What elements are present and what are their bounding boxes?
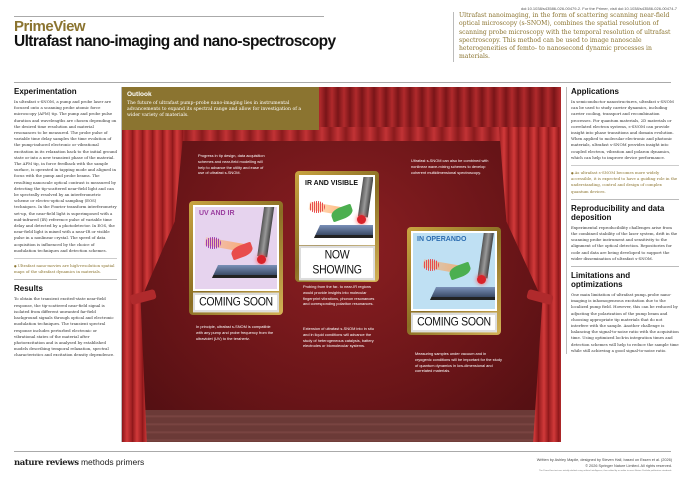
divider: [571, 199, 679, 200]
afm-tip-icon: [358, 175, 374, 217]
poster-art: [193, 205, 279, 291]
poster-status: NOW SHOWING: [299, 246, 375, 281]
poster-label: UV AND IR: [199, 210, 235, 217]
applications-callout: ● As ultrafast s-SNOM becomes more widely accessible, it is expected to have a guiding role in the understanding, control and design of complex quantum devices.: [571, 165, 679, 195]
applications-body: In semiconductor nanostructures, ultrafast s-SNOM can be used to study carrier dynamics, including carrier cooling, transport and recombination processes. For quantum materials, 2D materials or correlated electron systems, s-SNOM can provide insight into phase transitions and domain evolution. When applied to molecular electronic and photonic materials, ultrafast s-SNOM provides insight into coupled electron, vibration and polaron dynamics, which can help to improve device performance.: [571, 99, 674, 160]
section-divider: [14, 82, 671, 83]
nonlinear-text: Ultrafast s-SNOM can also be combined with nonlinear wave-mixing schemes to develop coherent multidimensional spectroscopy.: [411, 158, 489, 175]
limitations-heading: Limitations and optimizations: [571, 271, 631, 290]
poster-label: IN OPERANDO: [417, 236, 467, 243]
page-title: Ultrafast nano-imaging and nano-spectroscopy: [14, 33, 336, 50]
poster-status: COMING SOON: [193, 293, 279, 313]
copyright: © 2026 Springer Nature Limited. All rights reserved.: [585, 463, 672, 468]
reproducibility-heading: Reproducibility and data deposition: [571, 203, 665, 222]
brand-label: PrimeView: [14, 18, 86, 35]
poster-art: [299, 175, 375, 245]
tip-design-text: Progress in tip design, data acquisition schemes and near-field modelling will help to advance the utility and ease of use of ultrafast s-SNOM.: [198, 153, 265, 176]
poster-uv-ir: [189, 201, 283, 315]
doi-line: doi:10.1038/s43586-026-00479-2. For the Primer, visit doi:10.1038/s43586-026-00474-7: [520, 6, 677, 11]
curtain-left: [122, 127, 184, 442]
journal-logo: [14, 457, 144, 468]
intro-summary: Ultrafast nanoimaging, in the form of scattering scanning near-field optical microscopy (s-SNOM), combines the spatial resolution of scanning probe microscopy with the temporal resolution of ultrafast spectroscopy. This method can be used to image nanoscale heterogeneities of femto- to nanosecond dynamic processes in materials.: [453, 12, 679, 62]
poster-label: IR AND VISIBLE: [305, 180, 359, 187]
author-credit: Written by Ashley Mapile, designed by Steven Hall, based on Essen et al. (2026): [536, 458, 672, 462]
right-column: [566, 87, 679, 354]
curtain-right: [499, 127, 561, 442]
applications-heading: Applications: [571, 87, 620, 96]
far-ir-text: Probing from the far- to near-IR regions would provide insights into molecular fingerprint vibrations, phonon resonances and corresponding polariton resonances.: [303, 284, 375, 307]
hotspot-icon: [357, 215, 366, 224]
operando-text: Measuring samples under vacuum and in cryogenic conditions will be important for the study of quantum dynamics in low-dimensional and correlated materials.: [415, 351, 502, 374]
divider: [571, 266, 679, 267]
sample-surface-icon: [212, 265, 279, 278]
laser-pulse-icon: [423, 259, 439, 271]
outlook-body: The future of ultrafast pump–probe nano-imaging lies in instrumental advancements to expand its spectral range and allow for investigation of a wider variety of materials.: [127, 101, 302, 119]
results-heading: Results: [14, 284, 43, 294]
laser-pulse-icon: [309, 201, 325, 213]
in-situ-text: Extension of ultrafast s-SNOM into in situ and in liquid conditions will advance the study of heterogeneous catalysis, battery electrodes or biomolecular systems.: [303, 326, 374, 349]
poster-in-operando: [407, 227, 501, 335]
ai-disclaimer: The PrimeView text was initially drafted using artificial intelligence, then edited by an editor to meet Nature Portfolio publication standards.: [538, 470, 672, 472]
results-body: To obtain the transient excited-state near-field response, the tip-scattered near-field signal is isolated from different unwanted far-field background signals through optical and electronic modulation techniques. The transient spectral response includes perturbed electronic or vibrational states of the material after photoexcitation and is analysed by established models describing temporal relaxation, spectral characteristics and excitation density dependence.: [14, 296, 115, 358]
left-column: [14, 87, 117, 359]
limitations-body: One main limitation of ultrafast pump–probe nano-imaging is inhomogeneous excitation due to the localized pump field. However, this can be reduced by adjusting the polarization of the pump beam and choosing appropriate tip materials that do not interfere with the sample. Another challenge is balancing the signal-to-noise ratio with the acquisition time. Using optimized lock-in integration times and detection schemes will help to reduce the sample time while still achieving a good signal-to-noise ratio.: [571, 292, 679, 353]
header-divider: [14, 16, 324, 17]
poster-art: [411, 231, 497, 311]
experimentation-heading: Experimentation: [14, 87, 77, 96]
theatre-stage-illustration: [121, 87, 561, 442]
afm-tip-icon: [478, 231, 495, 278]
laser-pulse-icon: [205, 237, 221, 249]
logo-bold: nature reviews: [14, 458, 79, 468]
sample-surface-icon: [430, 287, 497, 300]
outlook-box: [122, 87, 319, 130]
sample-surface-icon: [314, 225, 375, 238]
credits: [537, 458, 672, 473]
afm-tip-icon: [257, 205, 275, 257]
experimentation-body: In ultrafast s-SNOM, a pump and probe laser are focused onto a scanning probe atomic force microscopy (AFM) tip. The pump and probe pulse duration and wavelengths are chosen depending on the desired time resolution and material resonances to be measured. The probe pulse of variable time delay samples the time evolution of the pump-induced electronic or vibrational excitation in its relaxation back to the initial ground state or into a new transient phase of the material. The AFM tip, in force feedback with the sample surface, is operated in tapping mode and aligned in focus with the pump and probe beams. The resulting nanoscale optical contrast is measured by detecting the tip-scattered near-field light and can be spectrally resolved by an interferometric scheme or electro-optical sampling (EOS) techniques. In the Fourier transform interferometry set-up, the near-field light is superimposed with a mid-infrared (IR) reference pulse of variable time delay and detected by a photodetector. In EOS, the near-field light is mixed with a near-IR or visible pulse in a nonlinear crystal. The speed of data acquisition is influenced by the choice of modulation techniques and detection schemes.: [14, 99, 117, 253]
reproducibility-body: Experimental reproducibility challenges arise from the combined stability of the laser system, drift in the scanning probe instrument and sensitivity to the alignment of the optical detection. Repositories for code and data are being developed to support the wider dissemination of ultrafast s-SNOM.: [571, 224, 678, 261]
poster-status: COMING SOON: [411, 313, 497, 333]
stage-floor: [122, 410, 561, 442]
outlook-heading: Outlook: [127, 91, 152, 98]
hotspot-icon: [257, 255, 266, 264]
footer-divider: [14, 451, 671, 452]
hotspot-icon: [477, 275, 486, 284]
logo-light: methods primers: [78, 457, 145, 467]
poster-ir-visible: [295, 171, 379, 282]
divider: [14, 279, 117, 280]
experimentation-callout: ● Ultrafast nano-movies are high-resolution spatial maps of the ultrafast dynamics in materials.: [14, 258, 117, 275]
uv-ir-text: In principle, ultrafast s-SNOM is compatible with any pump and probe frequency from the ultraviolet (UV) to the terahertz.: [196, 324, 274, 341]
